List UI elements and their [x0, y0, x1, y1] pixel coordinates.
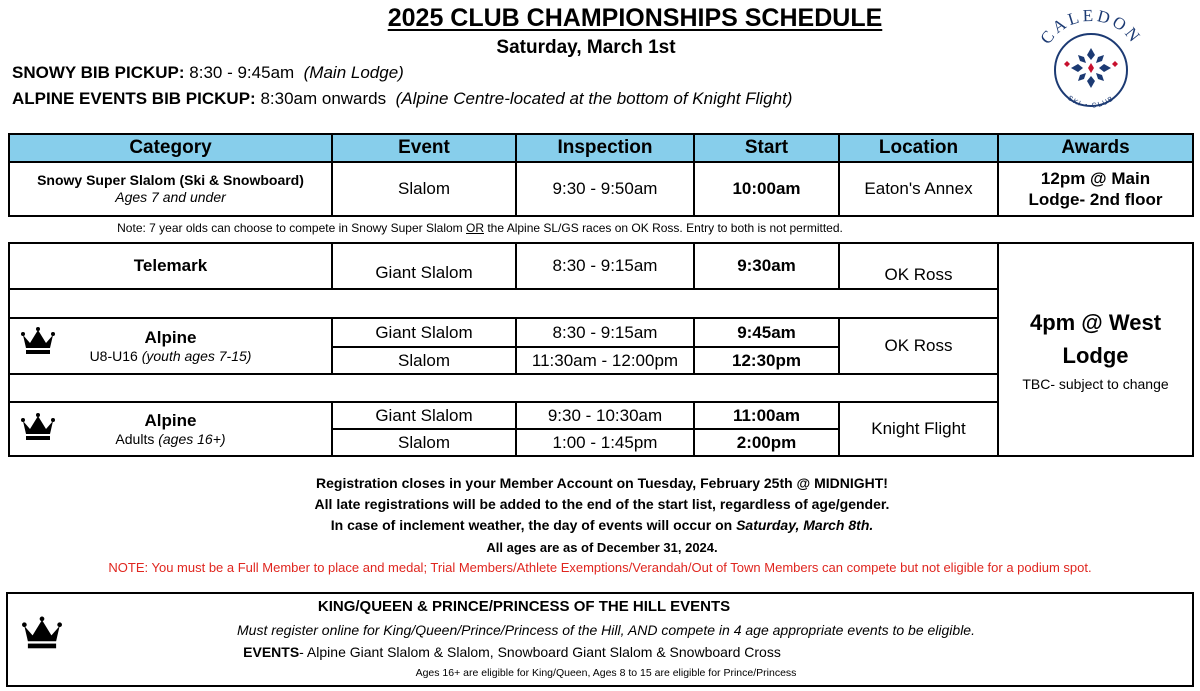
- awards-group-main: 4pm @ West Lodge: [1029, 309, 1162, 368]
- header-category: Category: [8, 133, 333, 163]
- alpine-adults-gs-event: Giant Slalom: [331, 401, 517, 430]
- king-queen-title: KING/QUEEN & PRINCE/PRINCESS OF THE HILL EVENTS: [317, 598, 731, 615]
- alpine-youth-ages-prefix: U8-U16: [89, 347, 142, 364]
- svg-text:CALEDON: [1036, 6, 1145, 48]
- alpine-adults-ages-prefix: Adults: [115, 430, 159, 447]
- snowy-note-before: Note: 7 year olds can choose to compete in Snowy Super Slalom: [117, 221, 466, 235]
- snowy-note-after: the Alpine SL/GS races on OK Ross. Entry to both is not permitted.: [484, 221, 843, 235]
- logo-bottom-text: SKI • CLUB: [1066, 94, 1116, 110]
- king-queen-events: [8, 644, 1016, 660]
- telemark-location: OK Ross: [838, 242, 999, 290]
- alpine-youth-ages: (youth ages 7-15): [141, 347, 252, 364]
- alpine-adults-gs-start: 11:00am: [693, 401, 840, 430]
- snowy-start: 10:00am: [693, 161, 840, 217]
- telemark-inspection: 8:30 - 9:15am: [515, 242, 695, 290]
- snowy-category-cell: [8, 161, 333, 217]
- alpine-adults-location: Knight Flight: [838, 401, 999, 457]
- snowflake-icon: [1064, 48, 1118, 88]
- header-event: Event: [331, 133, 517, 163]
- crown-icon: [21, 327, 55, 355]
- crown-icon: [21, 413, 55, 441]
- alpine-youth-gs-inspection: 8:30 - 9:15am: [515, 317, 695, 348]
- weather-note-date: Saturday, March 8th.: [736, 517, 874, 533]
- alpine-adults-sl-inspection: 1:00 - 1:45pm: [515, 428, 695, 457]
- alpine-adults-sl-start: 2:00pm: [693, 428, 840, 457]
- weather-note-prefix: In case of inclement weather, the day of events will occur on: [330, 517, 737, 533]
- page-title: 2025 CLUB CHAMPIONSHIPS SCHEDULE: [387, 4, 883, 32]
- header-awards: Awards: [997, 133, 1194, 163]
- alpine-bib-pickup: [12, 89, 792, 109]
- king-queen-section: [6, 592, 1194, 687]
- weather-note: [0, 517, 1200, 533]
- telemark-event: Giant Slalom: [331, 242, 517, 290]
- snowy-event: Slalom: [331, 161, 517, 217]
- alpine-youth-sl-start: 12:30pm: [693, 346, 840, 375]
- logo-top-text: CALEDON: [1036, 6, 1146, 48]
- alpine-adults-gs-inspection: 9:30 - 10:30am: [515, 401, 695, 430]
- awards-group-sub: TBC- subject to change: [1022, 375, 1169, 392]
- alpine-adults-category: Alpine: [144, 410, 197, 430]
- snowy-inspection: 9:30 - 9:50am: [515, 161, 695, 217]
- spacer-row: [8, 373, 999, 403]
- king-queen-requirement: Must register online for King/Queen/Prince/Princess of the Hill, AND compete in 4 age appropriate events to be eligible.: [237, 622, 975, 638]
- snowy-ages: Ages 7 and under: [115, 189, 226, 205]
- snowy-awards: 12pm @ Main Lodge- 2nd floor: [997, 161, 1194, 217]
- alpine-youth-location: OK Ross: [838, 317, 999, 375]
- snowy-pickup-time: 8:30 - 9:45am: [189, 63, 295, 82]
- svg-text:SKI • CLUB: [1066, 95, 1116, 110]
- snowy-pickup-place: (Main Lodge): [303, 63, 404, 82]
- snowy-pickup-label: SNOWY BIB PICKUP:: [12, 63, 185, 82]
- alpine-youth-sl-inspection: 11:30am - 12:00pm: [515, 346, 695, 375]
- header-inspection: Inspection: [515, 133, 695, 163]
- alpine-youth-gs-event: Giant Slalom: [331, 317, 517, 348]
- event-date: Saturday, March 1st: [496, 37, 676, 58]
- ages-as-of-note: All ages are as of December 31, 2024.: [486, 540, 718, 555]
- snowy-location: Eaton's Annex: [838, 161, 999, 217]
- late-registration-note: All late registrations will be added to the end of the start list, regardless of age/gender.: [314, 496, 890, 512]
- alpine-adults-category-cell: [8, 401, 333, 457]
- caledon-ski-club-logo: [1030, 6, 1152, 128]
- snowy-bib-pickup: [12, 63, 404, 83]
- alpine-adults-sl-event: Slalom: [331, 428, 517, 457]
- snowy-category: Snowy Super Slalom (Ski & Snowboard): [37, 171, 304, 188]
- awards-group-cell: [997, 242, 1194, 457]
- snowy-note: [0, 221, 960, 235]
- alpine-adults-ages: (ages 16+): [158, 430, 226, 447]
- snowy-note-or: OR: [466, 221, 484, 235]
- alpine-pickup-time: 8:30am onwards: [260, 89, 387, 108]
- king-queen-events-label: EVENTS: [243, 644, 300, 660]
- alpine-youth-gs-start: 9:45am: [693, 317, 840, 348]
- telemark-start: 9:30am: [693, 242, 840, 290]
- king-queen-eligibility: Ages 16+ are eligible for King/Queen, Ages 8 to 15 are eligible for Prince/Princess: [415, 667, 797, 679]
- registration-deadline: Registration closes in your Member Account on Tuesday, February 25th @ MIDNIGHT!: [316, 475, 888, 491]
- spacer-row: [8, 288, 999, 319]
- alpine-youth-category: Alpine: [144, 327, 197, 347]
- header-start: Start: [693, 133, 840, 163]
- telemark-category: Telemark: [8, 242, 333, 290]
- alpine-pickup-label: ALPINE EVENTS BIB PICKUP:: [12, 89, 256, 108]
- membership-note: NOTE: You must be a Full Member to place and medal; Trial Members/Athlete Exemptions/Verandah/Out of Town Members can compete but not eligible for a podium spot.: [108, 560, 1092, 575]
- king-queen-events-text: - Alpine Giant Slalom & Slalom, Snowboard Giant Slalom & Snowboard Cross: [299, 644, 781, 660]
- alpine-pickup-place: (Alpine Centre-located at the bottom of Knight Flight): [395, 89, 793, 108]
- header-location: Location: [838, 133, 999, 163]
- alpine-youth-category-cell: [8, 317, 333, 375]
- alpine-youth-sl-event: Slalom: [331, 346, 517, 375]
